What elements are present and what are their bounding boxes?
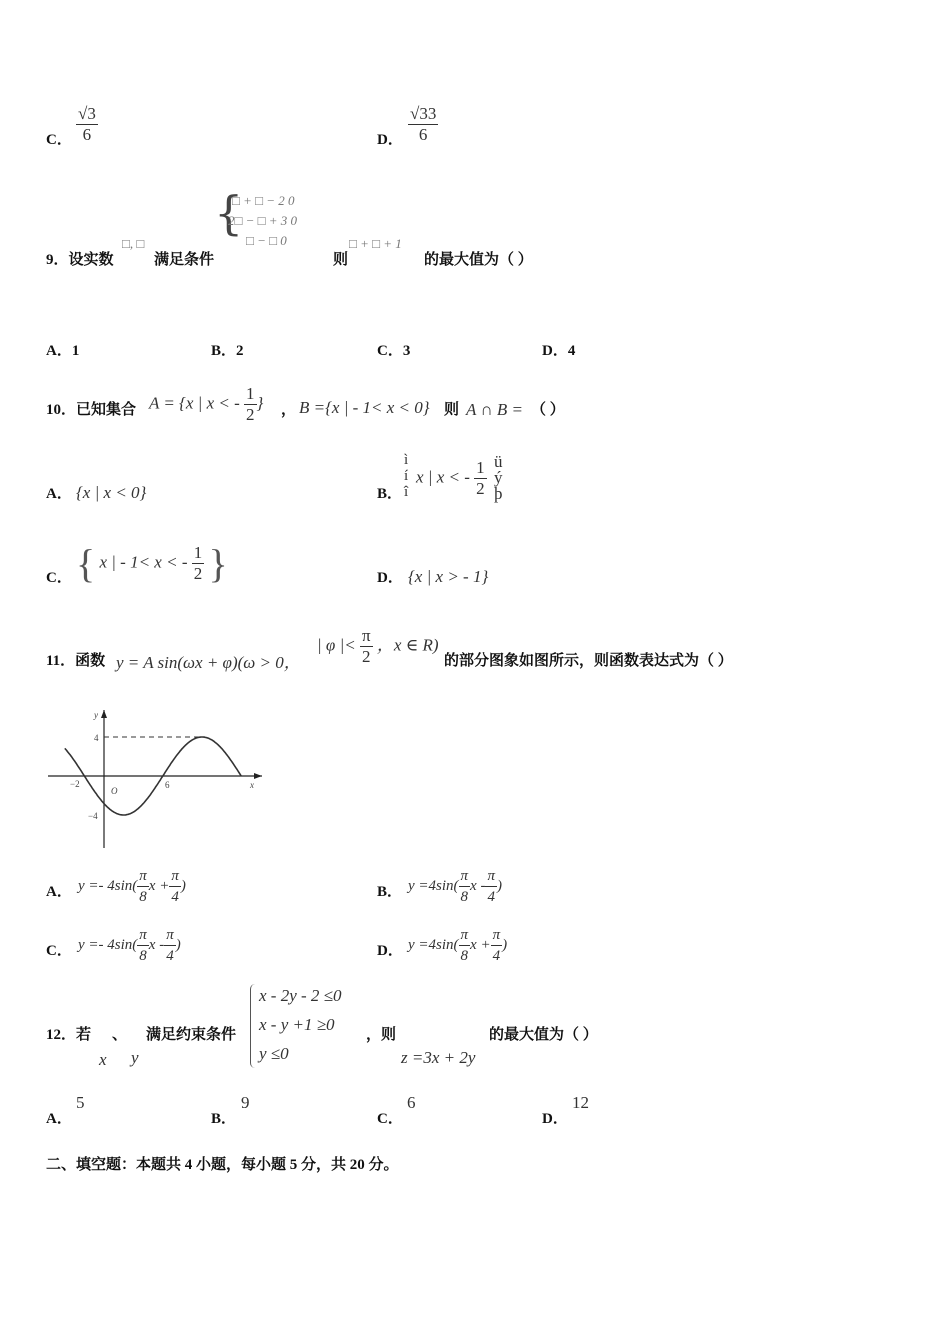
q11-prefix: 11．函数 — [46, 653, 106, 669]
q12-system-line2: x - y +1 ≥0 — [259, 1015, 335, 1034]
q9-system-line1: □ + □ − 2 0 — [232, 193, 295, 208]
q10-then: 则 — [444, 402, 460, 418]
q12-system-line1: x - 2y - 2 ≤0 — [259, 986, 342, 1005]
tick-x-6: 6 — [165, 780, 170, 790]
q9-system-brace: { — [214, 186, 244, 240]
q8-option-d-fraction: $\frac{√33}{6}$ — [410, 104, 437, 144]
q11-option-c: y =- 4sin( $\frac{\pi}{8}$ x - $\frac{\pi}{4}$ ) — [78, 927, 181, 964]
q12-then: ，则 — [366, 1027, 397, 1043]
origin-label: O — [111, 786, 118, 796]
q12-option-d-value: 12 — [572, 1093, 589, 1112]
q12-option-c-value: 6 — [407, 1093, 416, 1112]
q10-set-b: B ={x | - 1< x < 0} — [299, 398, 430, 417]
q9-vars: □, □ — [122, 236, 145, 251]
q9-option-d: D．4 — [542, 343, 576, 359]
q11-graph — [48, 706, 266, 852]
q12-cond: 满足约束条件 — [146, 1027, 237, 1043]
q9-expr: □ + □ + 1 — [349, 236, 402, 251]
q9-cond: 满足条件 — [154, 252, 215, 268]
q11-option-a-label: A． — [46, 884, 72, 900]
q9-option-a: A．1 — [46, 343, 80, 359]
q12-var-x: x — [99, 1050, 107, 1069]
q12-system-brace — [250, 984, 255, 1068]
q8-option-d-label: D． — [377, 132, 403, 148]
q12-option-a-value: 5 — [76, 1093, 85, 1112]
q11-condition: | φ |< $\frac{\pi}{2}$ ，x ∈ R) — [317, 626, 439, 666]
q12-option-c-label: C． — [377, 1111, 403, 1127]
q12-prefix: 12．若 — [46, 1027, 92, 1043]
q10-option-b-garbled-left: ì í î — [404, 452, 409, 500]
q9-then: 则 — [333, 252, 349, 268]
y-axis-arrow — [101, 710, 107, 718]
q12-system-line3: y ≤0 — [259, 1044, 289, 1063]
q8-option-c-fraction: $\frac{√3}{6}$ — [78, 104, 96, 144]
q9-option-c: C．3 — [377, 343, 411, 359]
q9-system-line2: 2□ − □ + 3 0 — [228, 213, 297, 228]
q10-option-a-label: A． — [46, 486, 72, 502]
q10-option-b: x | x < - $\frac{1}{2}$ — [416, 458, 485, 498]
section-heading-fill-blank: 二、填空题：本题共 4 小题，每小题 5 分，共 20 分。 — [46, 1157, 399, 1173]
q11-function: y = A sin(ωx + φ)(ω > 0， — [116, 653, 301, 672]
q11-option-a: y =- 4sin( $\frac{\pi}{8}$ x + $\frac{\pi}{4}$ ) — [78, 868, 186, 905]
x-axis-arrow — [254, 773, 262, 779]
y-axis-label: y — [94, 710, 98, 720]
q10-expr: A ∩ B = — [466, 400, 523, 419]
q9-prefix: 9．设实数 — [46, 252, 114, 268]
q11-option-b: y =4sin( $\frac{\pi}{8}$ x - $\frac{\pi}{4}$ ) — [408, 868, 502, 905]
q11-option-d-label: D． — [377, 943, 403, 959]
q10-prefix: 10．已知集合 — [46, 402, 137, 418]
q10-suffix: （ ） — [531, 402, 565, 418]
q12-var-y: y — [131, 1048, 139, 1067]
q12-option-d-label: D． — [542, 1111, 568, 1127]
q9-system-line3: □ − □ 0 — [246, 233, 287, 248]
q10-option-c: { x | - 1< x < - $\frac{1}{2}$ } — [76, 541, 228, 586]
q10-option-b-garbled-right: ü ý þ — [494, 452, 503, 503]
q11-suffix: 的部分图象如图所示，则函数表达式为（ ） — [444, 653, 733, 669]
tick-x-neg2: −2 — [70, 779, 80, 789]
q10-option-d-label: D． — [377, 570, 403, 586]
q10-sep: ， — [281, 402, 297, 418]
x-axis-label: x — [250, 780, 254, 790]
q12-sep: 、 — [112, 1027, 128, 1043]
q12-expr: z =3x + 2y — [401, 1048, 476, 1067]
tick-y-neg4: −4 — [88, 811, 98, 821]
q10-set-a: A = {x | x < - $\frac{1}{2}$ } — [149, 384, 264, 424]
q12-option-a-label: A． — [46, 1111, 72, 1127]
q9-suffix: 的最大值为（ ） — [424, 252, 533, 268]
q11-option-b-label: B． — [377, 884, 403, 900]
q12-option-b-label: B． — [211, 1111, 237, 1127]
q10-option-c-label: C． — [46, 570, 72, 586]
q8-option-c-label: C． — [46, 132, 72, 148]
q11-option-d: y =4sin( $\frac{\pi}{8}$ x + $\frac{\pi}{4}$ ) — [408, 927, 508, 964]
tick-y-4: 4 — [94, 733, 99, 743]
q10-option-b-label: B． — [377, 486, 403, 502]
q10-option-a: {x | x < 0} — [76, 483, 147, 502]
q12-suffix: 的最大值为（ ） — [489, 1027, 598, 1043]
q10-option-d: {x | x > - 1} — [408, 567, 489, 586]
q12-option-b-value: 9 — [241, 1093, 250, 1112]
q11-option-c-label: C． — [46, 943, 72, 959]
q9-option-b: B．2 — [211, 343, 244, 359]
